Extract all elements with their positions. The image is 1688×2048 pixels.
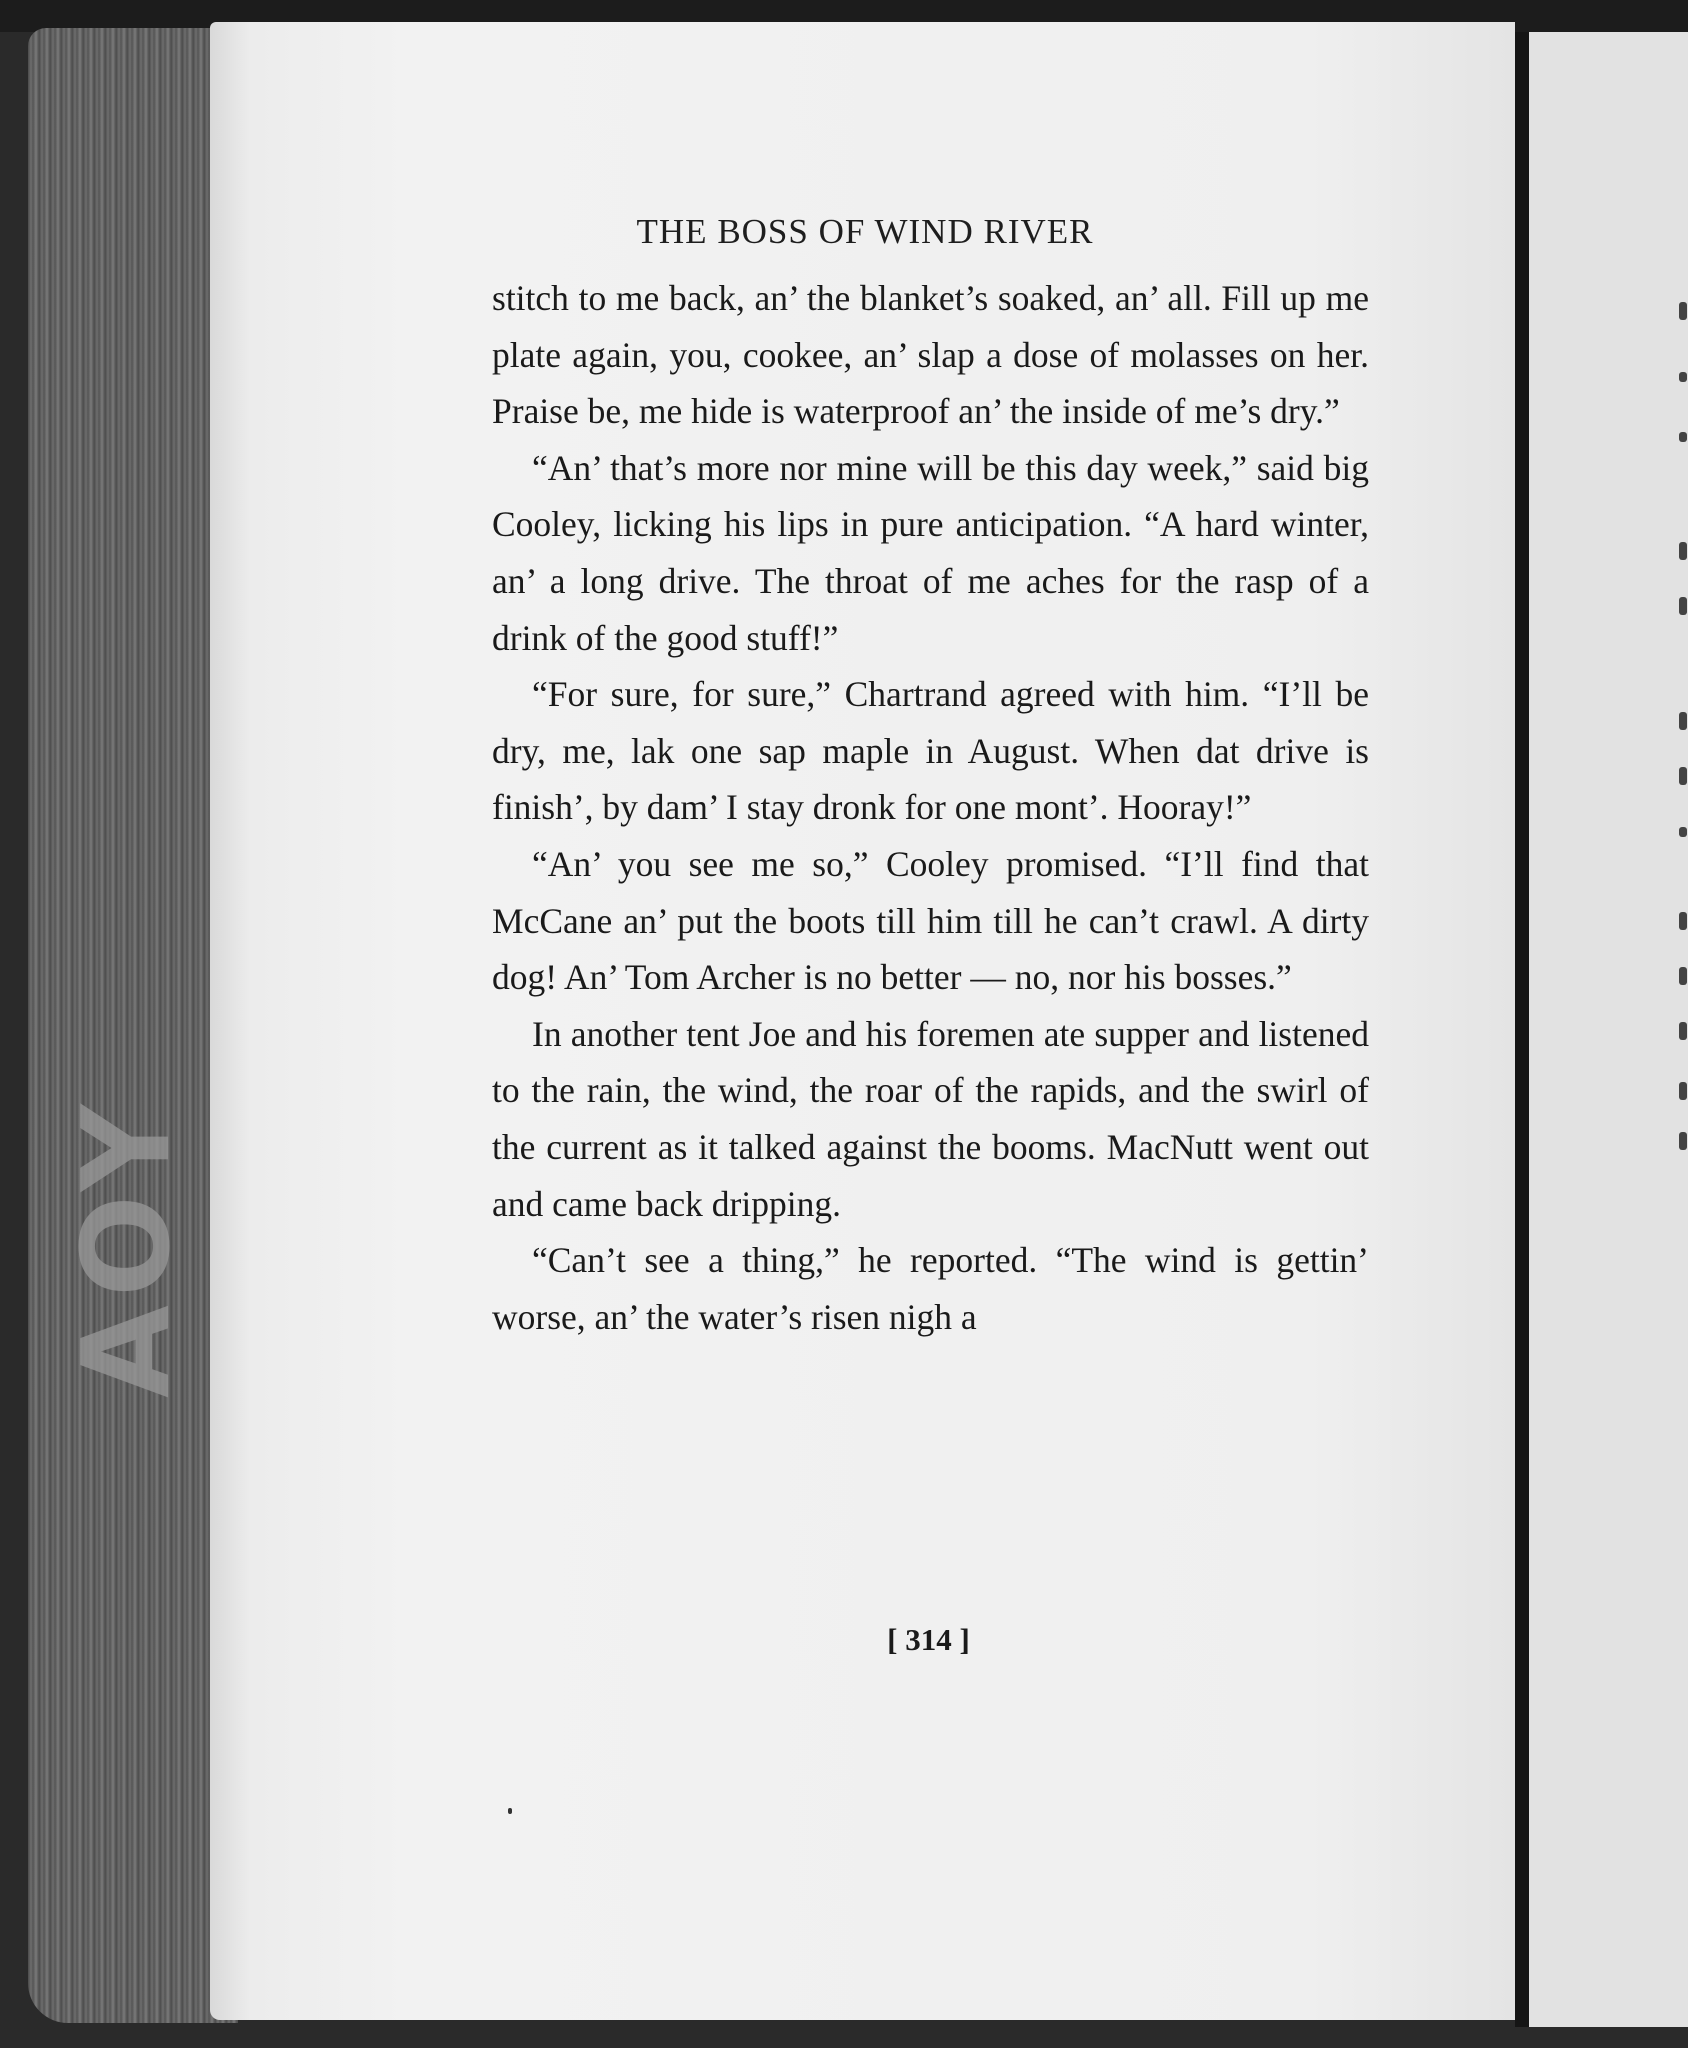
facing-page-edge [1529, 32, 1688, 2027]
facing-text-fragment [1679, 967, 1687, 985]
book-fore-edge [28, 28, 238, 2023]
facing-text-fragment [1679, 767, 1687, 785]
facing-text-fragment [1679, 827, 1687, 837]
page-gutter [1515, 32, 1529, 2027]
facing-text-fragment [1679, 432, 1687, 442]
facing-text-fragment [1679, 1022, 1687, 1040]
facing-text-fragment [1679, 302, 1687, 320]
facing-text-fragment [1679, 712, 1687, 730]
edge-stamp: AOY [58, 1096, 197, 1398]
facing-text-fragment [1679, 1132, 1687, 1150]
facing-text-fragment [1679, 1082, 1687, 1100]
body-text [492, 270, 1369, 1345]
paragraph: “An’ you see me so,” Cooley promised. “I’ll find that McCane an’ put the boots till him till he can’t crawl. A dirty dog! An’ Tom Archer is no better — no, nor his bosses.” [492, 843, 1369, 998]
paragraph: In another tent Joe and his foremen ate supper and listened to the rain, the wind, the roar of the rapids, and the swirl of the current as it talked against the booms. MacNutt went out and came back dripping. [492, 1013, 1369, 1224]
running-head: THE BOSS OF WIND RIVER [636, 212, 1094, 251]
page-number: [ 314 ] [887, 1622, 970, 1657]
facing-text-fragment [1679, 912, 1687, 930]
page-speck [508, 1808, 512, 1814]
facing-text-fragment [1679, 597, 1687, 615]
facing-text-fragment [1679, 542, 1687, 560]
paragraph: “For sure, for sure,” Chartrand agreed with him. “I’ll be dry, me, lak one sap maple in August. When dat drive is finish’, by dam’ I stay dronk for one mont’. Hooray!” [492, 674, 1369, 828]
paragraph: “Can’t see a thing,” he reported. “The wind is gettin’ worse, an’ the water’s risen nigh a [492, 1240, 1369, 1337]
paragraph: “An’ that’s more nor mine will be this day week,” said big Cooley, licking his lips in pure anticipation. “A hard winter, an’ a long drive. The throat of me aches for the rasp of a drink of the good stuff!” [492, 447, 1369, 658]
facing-text-fragment [1679, 372, 1687, 382]
paragraph: stitch to me back, an’ the blanket’s soaked, an’ all. Fill up me plate again, you, cookee, an’ slap a dose of molasses on her. Praise be, me hide is waterproof an’ the inside of me’s dry.” [492, 278, 1369, 432]
